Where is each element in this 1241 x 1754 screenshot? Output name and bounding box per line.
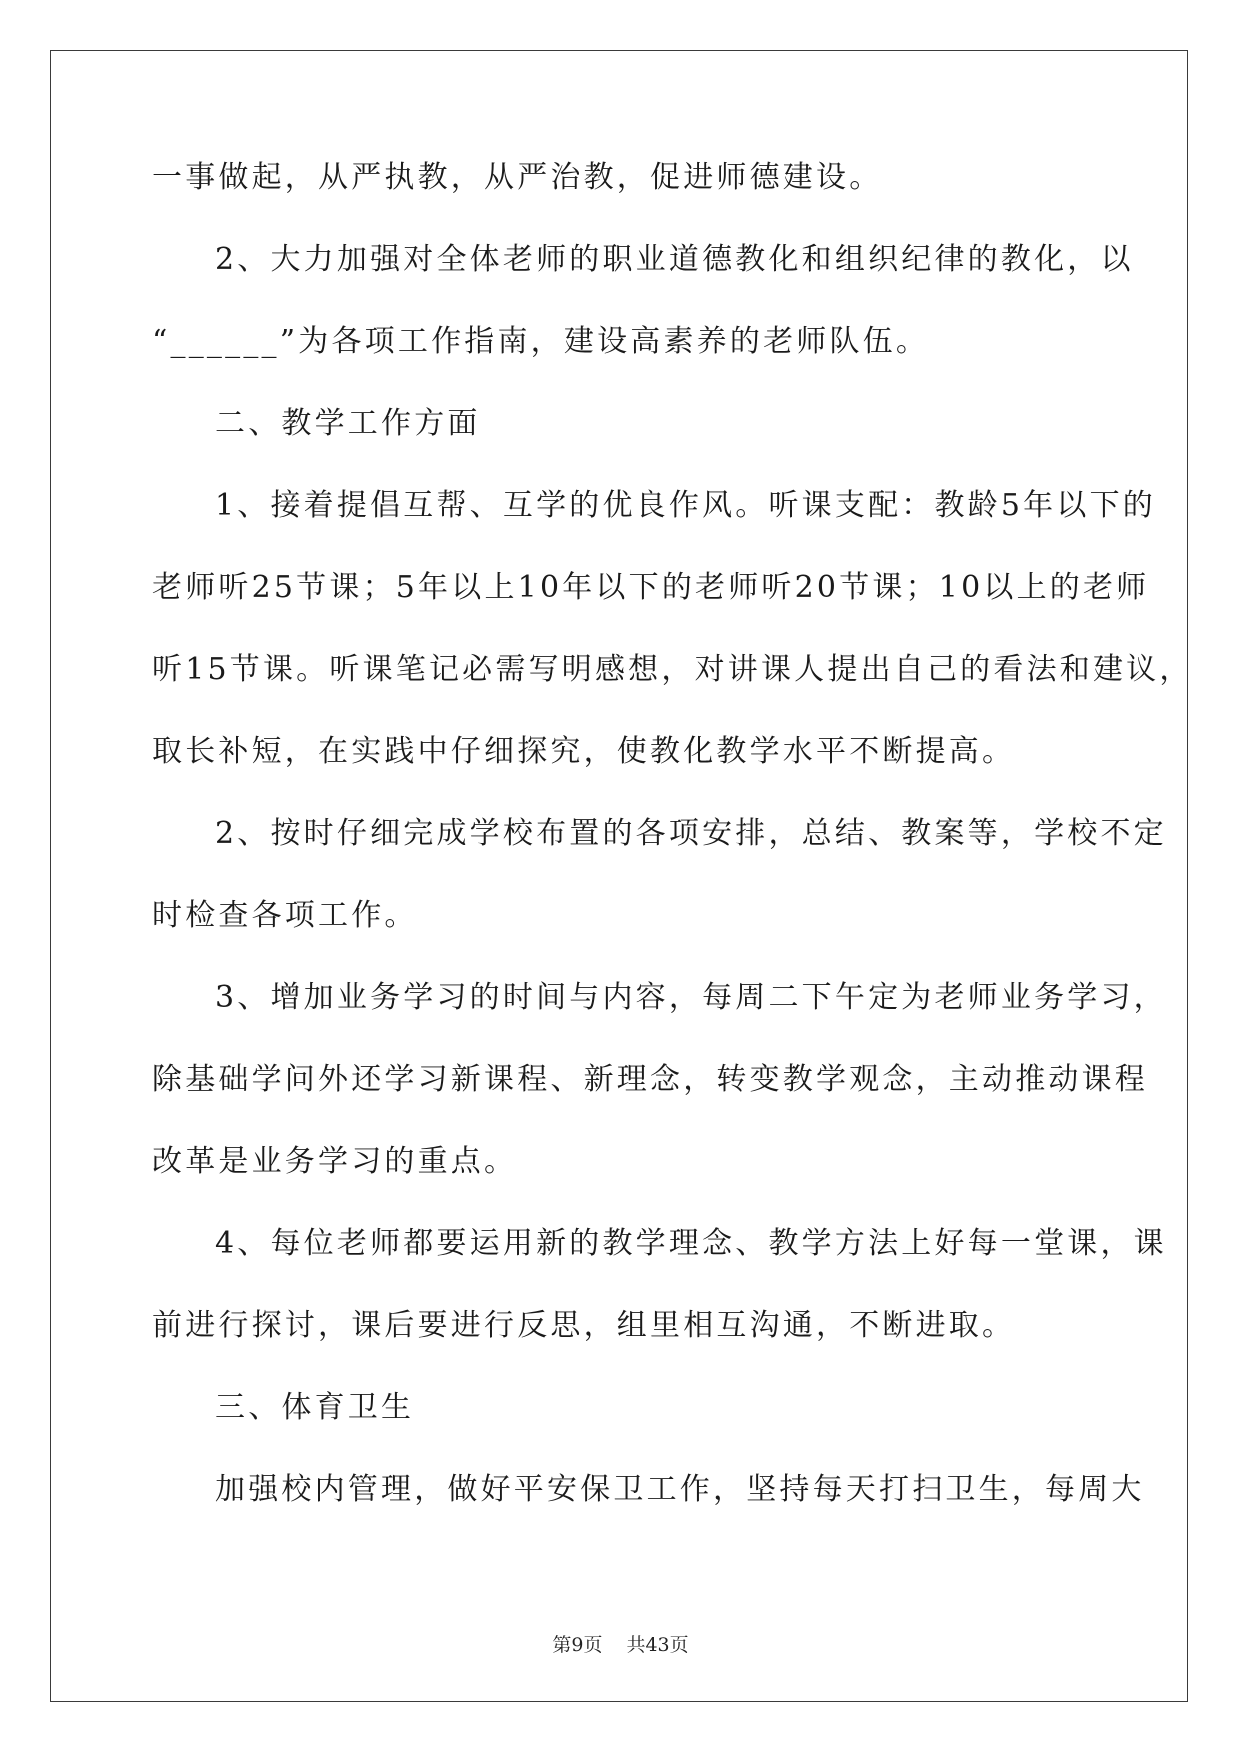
text-line: 除基础学问外还学习新课程、新理念，转变教学观念，主动推动课程 [152, 1062, 1148, 1097]
section-heading: 三、体育卫生 [215, 1390, 415, 1425]
document-body [152, 160, 1193, 1554]
text-line: 一事做起，从严执教，从严治教，促进师德建设。 [152, 160, 883, 195]
text-line: 2、按时仔细完成学校布置的各项安排，总结、教案等，学校不定 [215, 816, 1167, 851]
page-footer [0, 1630, 1241, 1657]
page-number: 第9页 [552, 1634, 603, 1656]
section-heading: 二、教学工作方面 [215, 406, 481, 441]
text-line: 取长补短，在实践中仔细探究，使教化教学水平不断提高。 [152, 734, 1016, 769]
text-line: 听15节课。听课笔记必需写明感想，对讲课人提出自己的看法和建议， [152, 652, 1193, 687]
text-line: 1、接着提倡互帮、互学的优良作风。听课支配：教龄5年以下的 [215, 488, 1156, 523]
text-line: 改革是业务学习的重点。 [152, 1144, 518, 1179]
text-line: 3、增加业务学习的时间与内容，每周二下午定为老师业务学习， [215, 980, 1167, 1015]
page-total: 共43页 [626, 1634, 689, 1656]
text-line: 老师听25节课；5年以上10年以下的老师听20节课；10以上的老师 [152, 570, 1150, 605]
text-line: 加强校内管理，做好平安保卫工作，坚持每天打扫卫生，每周大 [215, 1472, 1145, 1507]
text-line: “______”为各项工作指南，建设高素养的老师队伍。 [152, 324, 930, 359]
text-line: 4、每位老师都要运用新的教学理念、教学方法上好每一堂课，课 [215, 1226, 1167, 1261]
text-line: 前进行探讨，课后要进行反思，组里相互沟通，不断进取。 [152, 1308, 1016, 1343]
text-line: 2、大力加强对全体老师的职业道德教化和组织纪律的教化，以 [215, 242, 1134, 277]
text-line: 时检查各项工作。 [152, 898, 418, 933]
